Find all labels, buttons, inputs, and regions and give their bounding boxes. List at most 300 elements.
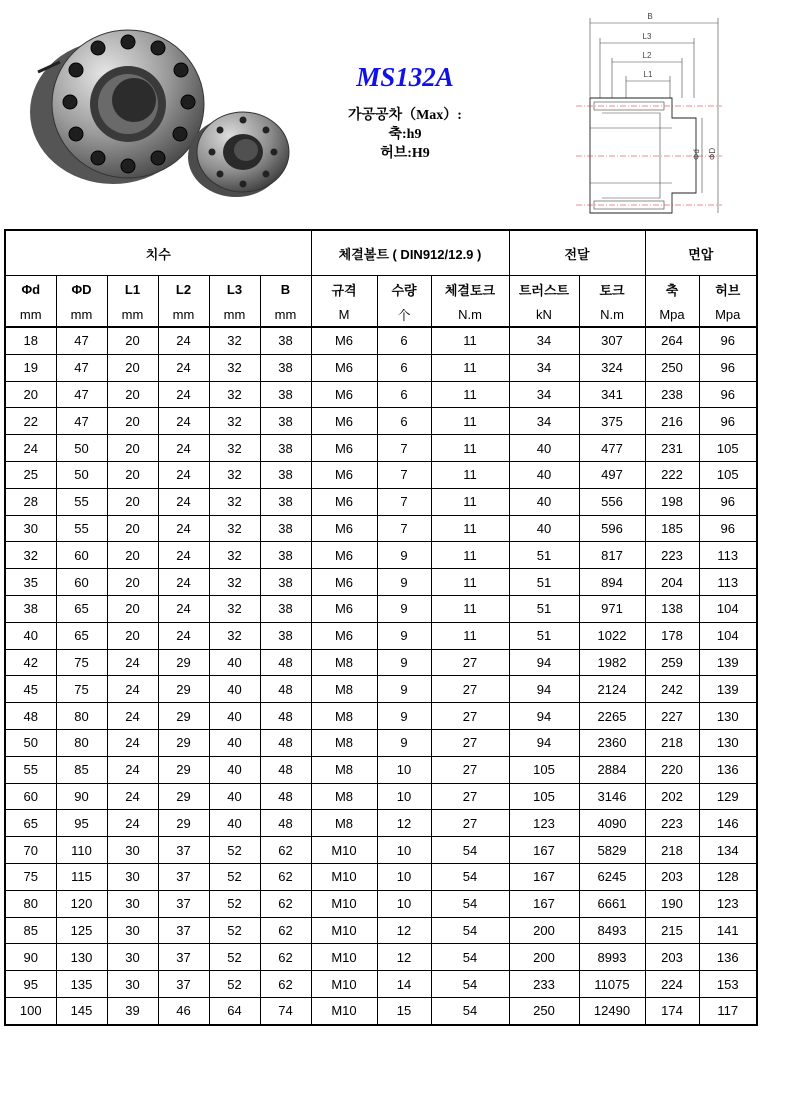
- table-cell: 40: [209, 810, 260, 837]
- table-cell: 52: [209, 837, 260, 864]
- table-cell: 38: [260, 542, 311, 569]
- table-cell: 224: [645, 971, 699, 998]
- table-row: [5, 863, 757, 890]
- table-cell: 139: [699, 676, 757, 703]
- unit-cell: M: [311, 302, 377, 327]
- group-header: 전달: [509, 230, 645, 276]
- column-header: Φd: [5, 276, 56, 303]
- table-cell: 62: [260, 837, 311, 864]
- table-cell: 27: [431, 729, 509, 756]
- table-cell: 2265: [579, 703, 645, 730]
- table-cell: 96: [699, 488, 757, 515]
- table-cell: 55: [5, 756, 56, 783]
- table-row: [5, 703, 757, 730]
- table-cell: M10: [311, 890, 377, 917]
- table-cell: 198: [645, 488, 699, 515]
- table-row: [5, 676, 757, 703]
- unit-cell: 个: [377, 302, 431, 327]
- table-cell: 38: [260, 515, 311, 542]
- table-cell: 12: [377, 810, 431, 837]
- table-cell: 34: [509, 381, 579, 408]
- table-cell: 6: [377, 327, 431, 354]
- table-cell: 9: [377, 703, 431, 730]
- table-cell: 32: [209, 595, 260, 622]
- table-cell: 11: [431, 515, 509, 542]
- table-cell: 32: [209, 569, 260, 596]
- table-cell: 55: [56, 488, 107, 515]
- table-row: [5, 756, 757, 783]
- product-title: MS132A: [356, 62, 454, 92]
- table-cell: 29: [158, 649, 209, 676]
- table-cell: 40: [509, 488, 579, 515]
- unit-cell: Mpa: [699, 302, 757, 327]
- table-cell: 10: [377, 863, 431, 890]
- table-cell: 7: [377, 515, 431, 542]
- table-row: [5, 649, 757, 676]
- table-cell: M6: [311, 488, 377, 515]
- table-cell: 242: [645, 676, 699, 703]
- table-cell: 48: [260, 729, 311, 756]
- table-cell: 29: [158, 756, 209, 783]
- table-cell: M8: [311, 649, 377, 676]
- table-cell: 141: [699, 917, 757, 944]
- table-cell: 29: [158, 810, 209, 837]
- table-row: [5, 890, 757, 917]
- table-cell: 32: [209, 408, 260, 435]
- table-cell: 38: [260, 381, 311, 408]
- table-cell: 11: [431, 408, 509, 435]
- table-row: [5, 837, 757, 864]
- table-cell: M6: [311, 381, 377, 408]
- table-cell: 20: [107, 461, 158, 488]
- table-cell: 47: [56, 327, 107, 354]
- technical-drawing: [572, 8, 732, 218]
- table-cell: 96: [699, 327, 757, 354]
- table-cell: 94: [509, 676, 579, 703]
- table-cell: 20: [107, 327, 158, 354]
- column-header: L3: [209, 276, 260, 303]
- table-cell: 10: [377, 837, 431, 864]
- table-cell: 38: [260, 595, 311, 622]
- table-cell: M6: [311, 595, 377, 622]
- table-cell: M6: [311, 569, 377, 596]
- table-cell: 135: [56, 971, 107, 998]
- product-photo: [18, 12, 298, 197]
- table-cell: 12: [377, 917, 431, 944]
- table-cell: 24: [158, 408, 209, 435]
- table-cell: 6: [377, 354, 431, 381]
- table-cell: 64: [209, 997, 260, 1024]
- unit-row: [5, 302, 757, 327]
- table-cell: 200: [509, 944, 579, 971]
- group-header: 치수: [5, 230, 311, 276]
- table-cell: 8993: [579, 944, 645, 971]
- table-cell: 307: [579, 327, 645, 354]
- table-cell: M10: [311, 971, 377, 998]
- table-cell: 9: [377, 649, 431, 676]
- group-header: 면압: [645, 230, 757, 276]
- table-cell: 477: [579, 435, 645, 462]
- table-cell: 32: [209, 354, 260, 381]
- unit-cell: mm: [107, 302, 158, 327]
- table-row: [5, 461, 757, 488]
- table-cell: 894: [579, 569, 645, 596]
- table-cell: 11: [431, 542, 509, 569]
- table-cell: 40: [209, 756, 260, 783]
- table-cell: 204: [645, 569, 699, 596]
- table-cell: 51: [509, 595, 579, 622]
- table-row: [5, 542, 757, 569]
- table-cell: 38: [260, 327, 311, 354]
- unit-cell: mm: [209, 302, 260, 327]
- table-cell: 85: [56, 756, 107, 783]
- table-cell: 20: [107, 408, 158, 435]
- table-cell: 40: [209, 729, 260, 756]
- table-cell: 113: [699, 569, 757, 596]
- table-cell: 6: [377, 381, 431, 408]
- table-cell: 32: [209, 622, 260, 649]
- table-cell: 20: [107, 488, 158, 515]
- table-cell: 70: [5, 837, 56, 864]
- table-cell: 6: [377, 408, 431, 435]
- table-cell: 145: [56, 997, 107, 1024]
- table-cell: 30: [5, 515, 56, 542]
- table-cell: 28: [5, 488, 56, 515]
- table-cell: 30: [107, 890, 158, 917]
- table-cell: 40: [209, 783, 260, 810]
- table-cell: 220: [645, 756, 699, 783]
- table-cell: 185: [645, 515, 699, 542]
- table-cell: 24: [158, 488, 209, 515]
- table-row: [5, 944, 757, 971]
- table-cell: 37: [158, 944, 209, 971]
- table-cell: 60: [56, 569, 107, 596]
- table-cell: 40: [5, 622, 56, 649]
- table-cell: 60: [56, 542, 107, 569]
- table-cell: 11075: [579, 971, 645, 998]
- table-cell: 38: [260, 622, 311, 649]
- table-cell: 24: [158, 461, 209, 488]
- table-cell: 47: [56, 381, 107, 408]
- table-cell: M8: [311, 810, 377, 837]
- table-cell: 24: [107, 783, 158, 810]
- table-cell: 7: [377, 488, 431, 515]
- table-cell: 20: [107, 569, 158, 596]
- table-cell: 54: [431, 837, 509, 864]
- table-cell: 218: [645, 729, 699, 756]
- table-cell: 134: [699, 837, 757, 864]
- table-cell: 85: [5, 917, 56, 944]
- table-cell: 9: [377, 729, 431, 756]
- table-cell: 203: [645, 863, 699, 890]
- table-cell: 54: [431, 863, 509, 890]
- table-cell: 80: [56, 703, 107, 730]
- table-cell: 24: [107, 703, 158, 730]
- table-cell: M6: [311, 354, 377, 381]
- table-cell: 12: [377, 944, 431, 971]
- table-cell: 80: [5, 890, 56, 917]
- table-cell: 34: [509, 327, 579, 354]
- table-cell: 38: [260, 408, 311, 435]
- table-cell: 167: [509, 837, 579, 864]
- table-cell: 18: [5, 327, 56, 354]
- table-row: [5, 729, 757, 756]
- table-cell: 40: [509, 435, 579, 462]
- table-cell: 10: [377, 756, 431, 783]
- table-cell: M8: [311, 729, 377, 756]
- dim-L2: L2: [642, 51, 652, 60]
- column-header: 트러스트: [509, 276, 579, 303]
- table-cell: 341: [579, 381, 645, 408]
- table-cell: 27: [431, 756, 509, 783]
- table-cell: 8493: [579, 917, 645, 944]
- table-row: [5, 488, 757, 515]
- table-cell: 231: [645, 435, 699, 462]
- table-cell: 24: [107, 649, 158, 676]
- column-header: L2: [158, 276, 209, 303]
- table-cell: 130: [56, 944, 107, 971]
- table-cell: 223: [645, 542, 699, 569]
- table-cell: 40: [209, 676, 260, 703]
- unit-cell: mm: [260, 302, 311, 327]
- table-cell: 30: [107, 971, 158, 998]
- table-row: [5, 622, 757, 649]
- table-cell: 52: [209, 890, 260, 917]
- table-cell: 42: [5, 649, 56, 676]
- unit-cell: mm: [5, 302, 56, 327]
- table-cell: 105: [509, 756, 579, 783]
- table-cell: 24: [158, 354, 209, 381]
- hub-tolerance: 허브:H9: [380, 146, 430, 161]
- table-cell: 123: [699, 890, 757, 917]
- table-cell: 20: [5, 381, 56, 408]
- table-cell: 30: [107, 837, 158, 864]
- table-cell: 24: [158, 569, 209, 596]
- table-row: [5, 327, 757, 354]
- table-cell: 48: [5, 703, 56, 730]
- table-cell: 29: [158, 676, 209, 703]
- table-cell: 11: [431, 354, 509, 381]
- table-cell: 37: [158, 890, 209, 917]
- dim-phi-d: Φd: [692, 149, 701, 160]
- table-cell: 136: [699, 944, 757, 971]
- column-header: ΦD: [56, 276, 107, 303]
- table-cell: 190: [645, 890, 699, 917]
- table-cell: 24: [107, 810, 158, 837]
- column-header: 토크: [579, 276, 645, 303]
- table-cell: 11: [431, 435, 509, 462]
- column-header: L1: [107, 276, 158, 303]
- table-row: [5, 381, 757, 408]
- table-cell: 24: [158, 622, 209, 649]
- table-cell: 174: [645, 997, 699, 1024]
- unit-cell: mm: [158, 302, 209, 327]
- group-header: 체결볼트 ( DIN912/12.9 ): [311, 230, 509, 276]
- table-cell: M6: [311, 622, 377, 649]
- table-row: [5, 569, 757, 596]
- table-cell: 139: [699, 649, 757, 676]
- table-cell: 45: [5, 676, 56, 703]
- table-cell: 238: [645, 381, 699, 408]
- table-cell: 27: [431, 703, 509, 730]
- table-cell: 22: [5, 408, 56, 435]
- table-cell: M8: [311, 756, 377, 783]
- table-cell: 130: [699, 729, 757, 756]
- table-cell: 15: [377, 997, 431, 1024]
- table-cell: 264: [645, 327, 699, 354]
- table-cell: 136: [699, 756, 757, 783]
- table-cell: 38: [260, 461, 311, 488]
- table-cell: 117: [699, 997, 757, 1024]
- table-cell: 50: [56, 435, 107, 462]
- spec-table: [4, 229, 758, 1026]
- table-cell: 11: [431, 327, 509, 354]
- table-cell: M6: [311, 542, 377, 569]
- unit-cell: N.m: [579, 302, 645, 327]
- table-cell: 75: [5, 863, 56, 890]
- table-cell: 27: [431, 649, 509, 676]
- table-cell: 38: [5, 595, 56, 622]
- table-cell: 96: [699, 408, 757, 435]
- table-cell: 95: [56, 810, 107, 837]
- table-cell: 2884: [579, 756, 645, 783]
- table-cell: 100: [5, 997, 56, 1024]
- table-cell: 65: [56, 595, 107, 622]
- table-cell: 30: [107, 917, 158, 944]
- table-cell: 125: [56, 917, 107, 944]
- table-cell: 55: [56, 515, 107, 542]
- table-cell: 104: [699, 595, 757, 622]
- table-cell: 596: [579, 515, 645, 542]
- table-cell: M6: [311, 461, 377, 488]
- table-cell: 375: [579, 408, 645, 435]
- table-cell: 54: [431, 890, 509, 917]
- tolerance-block: [300, 106, 510, 163]
- table-cell: 52: [209, 944, 260, 971]
- table-cell: 62: [260, 944, 311, 971]
- table-cell: 215: [645, 917, 699, 944]
- table-cell: 51: [509, 622, 579, 649]
- table-cell: M10: [311, 944, 377, 971]
- table-cell: 35: [5, 569, 56, 596]
- table-cell: 25: [5, 461, 56, 488]
- shaft-tolerance: 축:h9: [388, 127, 422, 142]
- column-header: 수량: [377, 276, 431, 303]
- table-cell: 48: [260, 676, 311, 703]
- table-cell: 250: [509, 997, 579, 1024]
- table-cell: 1982: [579, 649, 645, 676]
- table-cell: 128: [699, 863, 757, 890]
- table-cell: 54: [431, 944, 509, 971]
- table-cell: 24: [107, 756, 158, 783]
- table-cell: 30: [107, 944, 158, 971]
- table-cell: 40: [209, 649, 260, 676]
- table-cell: 32: [209, 461, 260, 488]
- table-body: [5, 327, 757, 1025]
- table-cell: 20: [107, 595, 158, 622]
- table-cell: 10: [377, 783, 431, 810]
- table-cell: 27: [431, 810, 509, 837]
- table-cell: 52: [209, 917, 260, 944]
- table-row: [5, 354, 757, 381]
- column-header: 체결토크: [431, 276, 509, 303]
- table-cell: 40: [509, 461, 579, 488]
- table-cell: 216: [645, 408, 699, 435]
- table-cell: 48: [260, 783, 311, 810]
- column-header: B: [260, 276, 311, 303]
- tolerance-label: 가공공차（Max）:: [348, 108, 462, 123]
- table-cell: 123: [509, 810, 579, 837]
- table-cell: 11: [431, 488, 509, 515]
- table-cell: 65: [56, 622, 107, 649]
- dim-L1: L1: [643, 70, 653, 79]
- table-cell: 34: [509, 408, 579, 435]
- table-cell: 167: [509, 863, 579, 890]
- table-cell: 50: [5, 729, 56, 756]
- table-cell: 37: [158, 917, 209, 944]
- table-cell: 153: [699, 971, 757, 998]
- table-row: [5, 595, 757, 622]
- table-cell: 38: [260, 569, 311, 596]
- table-cell: 11: [431, 622, 509, 649]
- table-cell: 48: [260, 703, 311, 730]
- dim-L3: L3: [642, 32, 652, 41]
- table-cell: 24: [158, 435, 209, 462]
- table-cell: 37: [158, 863, 209, 890]
- table-cell: 32: [209, 488, 260, 515]
- table-cell: 48: [260, 756, 311, 783]
- table-cell: 138: [645, 595, 699, 622]
- table-cell: 24: [158, 515, 209, 542]
- table-cell: 37: [158, 837, 209, 864]
- table-cell: 11: [431, 381, 509, 408]
- table-cell: 37: [158, 971, 209, 998]
- table-cell: 20: [107, 542, 158, 569]
- table-cell: 24: [158, 542, 209, 569]
- table-cell: 130: [699, 703, 757, 730]
- table-cell: M10: [311, 997, 377, 1024]
- table-cell: 24: [158, 381, 209, 408]
- table-cell: 24: [5, 435, 56, 462]
- table-cell: 30: [107, 863, 158, 890]
- table-cell: 115: [56, 863, 107, 890]
- table-cell: 51: [509, 542, 579, 569]
- table-cell: 46: [158, 997, 209, 1024]
- table-cell: 39: [107, 997, 158, 1024]
- table-cell: 227: [645, 703, 699, 730]
- column-header: 규격: [311, 276, 377, 303]
- table-cell: M10: [311, 863, 377, 890]
- table-cell: 32: [209, 515, 260, 542]
- table-cell: 5829: [579, 837, 645, 864]
- table-cell: 20: [107, 381, 158, 408]
- table-cell: 20: [107, 435, 158, 462]
- table-cell: 497: [579, 461, 645, 488]
- table-cell: 6245: [579, 863, 645, 890]
- table-cell: 3146: [579, 783, 645, 810]
- table-cell: 47: [56, 354, 107, 381]
- table-cell: 110: [56, 837, 107, 864]
- table-cell: 178: [645, 622, 699, 649]
- table-cell: 75: [56, 649, 107, 676]
- table-cell: 94: [509, 649, 579, 676]
- column-header: 허브: [699, 276, 757, 303]
- table-cell: 54: [431, 917, 509, 944]
- table-cell: M8: [311, 676, 377, 703]
- table-cell: 40: [509, 515, 579, 542]
- table-row: [5, 917, 757, 944]
- table-cell: 324: [579, 354, 645, 381]
